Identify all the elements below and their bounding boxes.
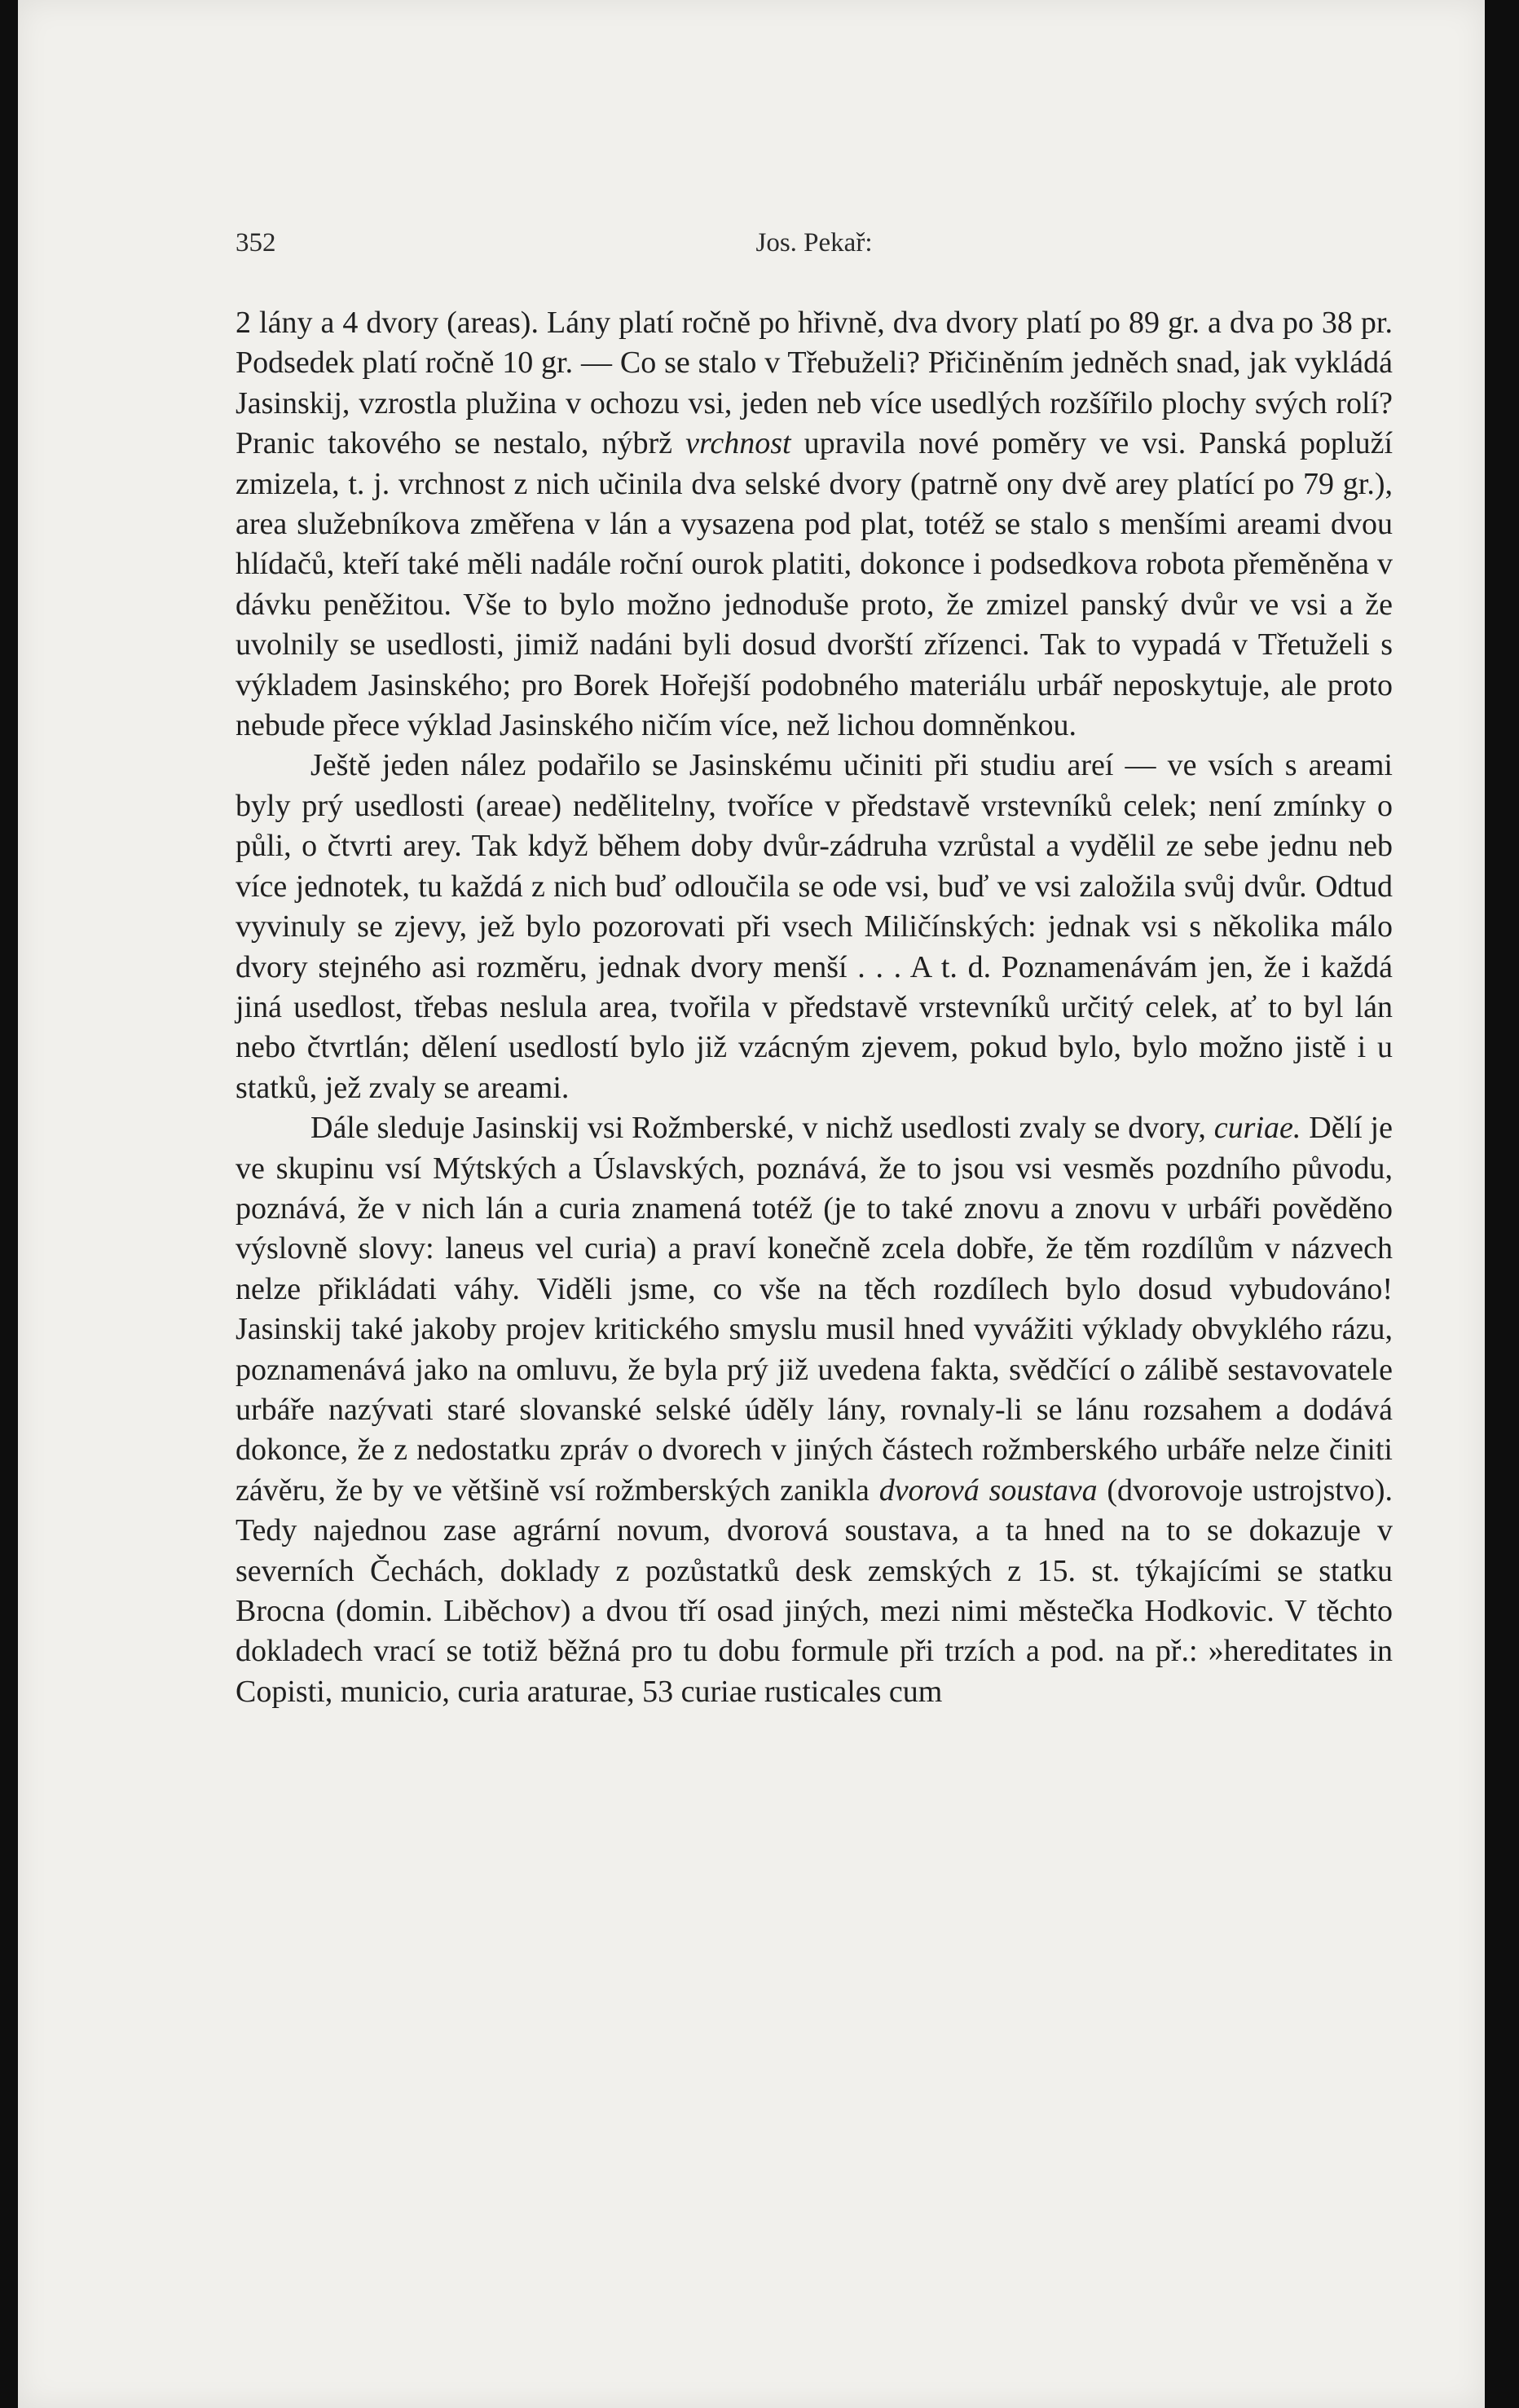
text-run: Ještě jeden nález podařilo se Jasinskému učiniti při studiu areí — ve vsích s areami byly prý usedlosti (areae) nedělitelny, tvoříce v představě vrstevníků celek; není zmínky o půli, o čtvrti arey. Tak když během doby dvůr-zádruha vzrůstal a vydělil ze sebe jednu neb více jednotek, tu každá z nich buď odloučila se ode vsi, buď ve vsi založila svůj dvůr. Odtud vyvinuly se zjevy, jež bylo pozorovati při vsech Miličínských: jednak vsi s několika málo dvory stejného asi rozměru, jednak dvory menší . . . A t. d. Poznamenávám jen, že i každá jiná usedlost, třebas neslula area, tvořila v představě vrstevníků určitý celek, ať to byl lán nebo čtvrtlán; dělení usedlostí bylo již vzácným zjevem, pokud bylo, bylo možno jistě i u statků, jež zvaly se areami. xyxy=(236,748,1393,1105)
paragraph-3 xyxy=(236,1108,1393,1712)
body-text xyxy=(236,303,1393,1712)
text-run: Dále sleduje Jasinskij vsi Rožmberské, v nichž usedlosti zvaly se dvory, xyxy=(310,1111,1214,1146)
text-run: 2 lány a 4 dvory (areas). Lány platí ročně po hřivně, dva dvory platí po 89 gr. a dva po 38 pr. Podsedek platí ročně 10 gr. — Co se stalo v Třebuželi? Přičiněním jedněch snad, jak vykládá Jasinskij, vzrostla plužina v ochozu vsi, jeden neb více usedlých rozšířilo plochy svých rolí? Pranic takového se nestalo, nýbrž xyxy=(236,306,1393,461)
paragraph-2 xyxy=(236,746,1393,1108)
page-number: 352 xyxy=(236,228,276,258)
italic-term-vrchnost: vrchnost xyxy=(685,426,791,461)
book-page xyxy=(18,0,1485,2408)
paragraph-1 xyxy=(236,303,1393,746)
text-run: upravila nové poměry ve vsi. Panská popluží zmizela, t. j. vrchnost z nich učinila dva selské dvory (patrně ony dvě arey platící po 79 gr.), area služebníkova změřena v lán a vysazena pod plat, totéž se stalo s menšími areami dvou hlídačů, kteří také měli nadále roční ourok platiti, dokonce i podsedkova robota přeměněna v dávku peněžitou. Vše to bylo možno jednoduše proto, že zmizel panský dvůr ve vsi a že uvolnily se usedlosti, jimiž nadáni byli dosud dvorští zřízenci. Tak to vypadá v Třetuželi s výkladem Jasinského; pro Borek Hořejší podobného materiálu urbář neposkytuje, ale proto nebude přece výklad Jasinského ničím více, než lichou domněnkou. xyxy=(236,426,1393,743)
italic-term-curiae: curiae. xyxy=(1213,1111,1301,1146)
text-run: Dělí je ve skupinu vsí Mýtských a Úslavských, poznává, že to jsou vsi vesměs pozdního původu, poznává, že v nich lán a curia znamená totéž (je to také znovu a znovu v urbáři pověděno výslovně slovy: laneus vel curia) a praví konečně zcela dobře, že těm rozdílům v názvech nelze přikládati váhy. Viděli jsme, co vše na těch rozdílech bylo dosud vybudováno! Jasinskij také jakoby projev kritického smyslu musil hned vyvážiti výklady obvyklého rázu, poznamenává jako na omluvu, že byla prý již uvedena fakta, svědčící o zálibě sestavovatele urbáře nazývati staré slovanské selské úděly lány, rovnaly-li se lánu rozsahem a dodává dokonce, že z nedostatku zpráv o dvorech v jiných částech rožmberského urbáře nelze činiti závěru, že by ve většině vsí rožmberských zanikla xyxy=(236,1111,1393,1508)
page-header xyxy=(236,228,1393,269)
italic-term-dvorova-soustava: dvorová soustava xyxy=(878,1473,1098,1508)
running-head: Jos. Pekař: xyxy=(755,228,873,258)
text-run: (dvorovoje ustrojstvo). Tedy najednou zase agrární novum, dvorová soustava, a ta hned na to se dokazuje v severních Čechách, doklady z pozůstatků desk zemských z 15. st. týkajícími se statku Brocna (domin. Liběchov) a dvou tří osad jiných, mezi nimi městečka Hodkovic. V těchto dokladech vrací se totiž běžná pro tu dobu formule při trzích a pod. na př.: »hereditates in Copisti, municio, curia araturae, 53 curiae rusticales cum xyxy=(236,1473,1393,1709)
